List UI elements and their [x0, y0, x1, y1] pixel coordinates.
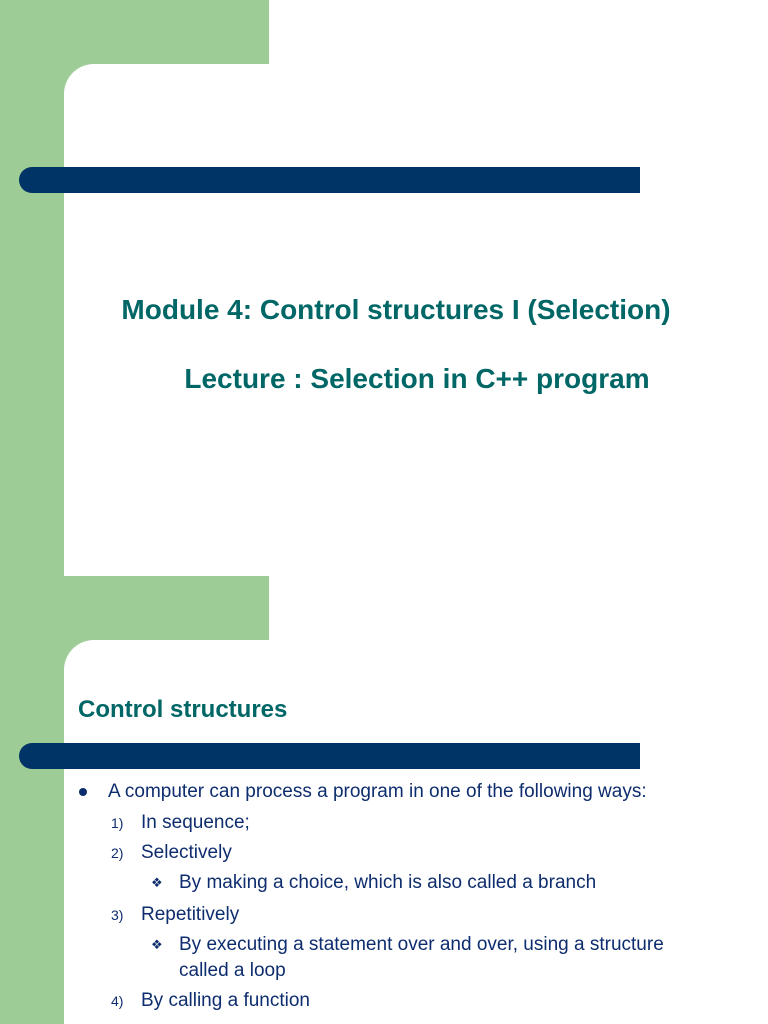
list-number: 1) — [111, 815, 124, 831]
diamond-bullet-icon: ❖ — [151, 937, 163, 952]
navy-heading-bar — [19, 743, 640, 769]
diamond-bullet-icon: ❖ — [151, 875, 163, 890]
content-slide — [0, 576, 768, 1024]
green-side-strip — [0, 0, 64, 576]
section-heading: Control structures — [78, 696, 288, 723]
list-number: 4) — [111, 993, 124, 1009]
rounded-corner — [64, 64, 124, 124]
list-item: In sequence; — [141, 812, 250, 833]
list-number: 3) — [111, 907, 124, 923]
lecture-title: Lecture : Selection in C++ program — [184, 363, 650, 394]
list-item: By calling a function — [141, 990, 310, 1011]
bullet-dot-icon — [79, 788, 87, 796]
intro-text: A computer can process a program in one of the following ways: — [108, 781, 647, 802]
navy-title-bar — [19, 167, 640, 193]
green-top-tab — [64, 576, 269, 640]
green-side-strip — [0, 576, 64, 1024]
list-item: Selectively — [141, 842, 232, 863]
sub-item: By making a choice, which is also called a branch — [179, 872, 597, 893]
sub-item: By executing a statement over and over, using a structure — [179, 934, 664, 955]
list-item: Repetitively — [141, 904, 240, 925]
green-top-tab — [64, 0, 269, 64]
module-title: Module 4: Control structures I (Selection) — [121, 294, 671, 325]
sub-item-continued: called a loop — [179, 960, 286, 981]
rounded-corner — [64, 640, 124, 700]
list-number: 2) — [111, 845, 124, 861]
